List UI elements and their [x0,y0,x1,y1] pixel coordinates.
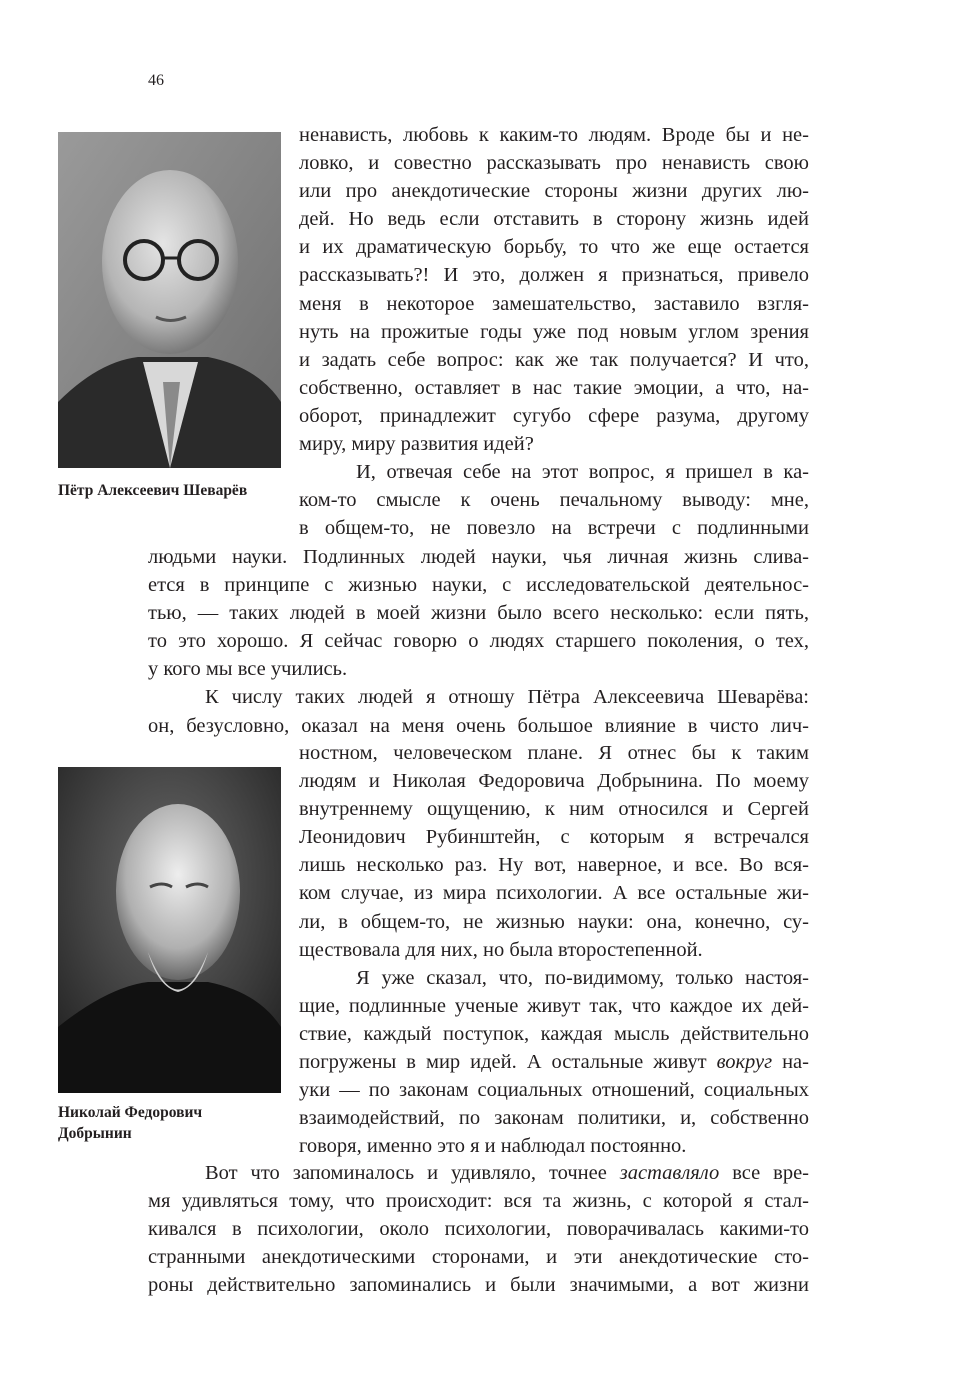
text-line: собственно, оставляет в нас такие эмоции, а что, на- [299,376,809,399]
portrait-photo-dobrynin [58,767,281,1093]
text-line: миру, миру развития идей? [299,433,534,456]
text-line: людьми науки. Подлинных людей науки, чья личная жизнь слива- [148,546,809,568]
text-block [148,543,809,740]
text-line: и их драматическую борьбу, то что же еще остается [299,236,809,259]
caption-line: Пётр Алексеевич Шеварёв [58,482,248,499]
text-line: взаимодействий, по законам политики, и, собственно [299,1107,809,1130]
text-line: И, отвечая себе на этот вопрос, я пришел в ка- [356,461,809,484]
text-line: или про анекдотические стороны жизни других лю- [299,180,809,203]
text-line: кивался в психологии, около психологии, поворачивалась какими-то [148,1218,809,1241]
text-block [299,739,809,1160]
caption-line: Николай Федорович [58,1104,203,1121]
text-segment: погружены в мир идей. А остальные живут [299,1051,717,1074]
text-line: щие, подлинные ученые живут так, что каждое их дей- [299,994,809,1017]
text-line [148,1159,809,1187]
text-line: ствие, каждый поступок, каждая мысль действительно [299,1022,809,1045]
text-block [148,1159,809,1299]
text-line: уки — по законам социальных отношений, социальных [299,1079,809,1102]
text-segment: все вре- [719,1162,809,1184]
text-line: меня в некоторое замешательство, заставило взгля- [299,292,809,315]
text-line: он, безусловно, оказал на меня очень большое влияние в чисто лич- [148,714,809,737]
text-line: рассказывать?! И это, должен я признаться, привело [299,264,809,287]
photo-caption [58,480,298,501]
text-line: нуть на прожитые годы уже под новым углом зрения [299,320,809,343]
caption-line: Добрынин [58,1125,132,1142]
text-line: ловко, и совестно рассказывать про ненависть свою [299,152,809,175]
text-line: ностном, человеческом плане. Я отнес бы к таким [299,742,809,764]
text-line: и задать себе вопрос: как же так получается? И что, [299,348,809,371]
photo-caption [58,1102,298,1144]
text-line: то это хорошо. Я сейчас говорю о людях старшего поколения, о тех, [148,630,809,653]
text-segment: на- [772,1051,809,1074]
text-block [299,121,809,542]
text-line: дей. Но ведь если отставить в сторону жизнь идей [299,208,809,231]
text-line: ненависть, любовь к каким-то людям. Вроде бы и не- [299,124,809,146]
text-line: ком-то смысле к очень печальному выводу: мне, [299,489,809,512]
text-line: мя удивляться тому, что происходит: вся та жизнь, с которой я стал- [148,1190,809,1213]
italic-text: заставляло [619,1162,720,1184]
text-line: К числу таких людей я отношу Пётра Алексеевича Шеварёва: [205,686,809,709]
text-line: Леонидович Рубинштейн, с которым я встречался [299,826,809,849]
text-line: ется в принципе с жизнью науки, с исследовательской деятельнос- [148,574,809,597]
page-number: 46 [148,72,164,89]
text-line: внутреннему ощущению, к ним относился и Сергей [299,798,809,821]
text-segment: Вот что запоминалось и удивляло, точнее [205,1162,620,1184]
italic-text: вокруг [716,1051,773,1074]
text-line: лишь несколько раз. Ну вот, наверное, и все. Во вся- [299,854,809,877]
text-line: странными анекдотическими сторонами, и эти анекдотические сто- [148,1246,809,1269]
text-line: ком случае, из мира психологии. А все остальные жи- [299,882,809,905]
text-line: Я уже сказал, что, по-видимому, только настоя- [356,966,809,989]
text-line: у кого мы все учились. [148,658,348,681]
text-line: говоря, именно это я и наблюдал постоянно. [299,1135,687,1158]
text-line: оборот, принадлежит сугубо сфере разума, другому [299,404,809,427]
text-line: тью, — таких людей в моей жизни было всего несколько: если пять, [148,602,809,625]
text-line: ществовала для них, но была второстепенной. [299,938,703,961]
portrait-photo-shevarev [58,132,281,468]
text-line: людям и Николая Федоровича Добрынина. По моему [299,770,809,793]
text-line: в общем-то, не повезло на встречи с подлинными [299,517,809,540]
text-line: роны действительно запоминались и были значимыми, а вот жизни [148,1274,809,1297]
text-line [299,1048,809,1076]
text-line: ли, в общем-то, не жизнью науки: она, конечно, су- [299,910,809,933]
